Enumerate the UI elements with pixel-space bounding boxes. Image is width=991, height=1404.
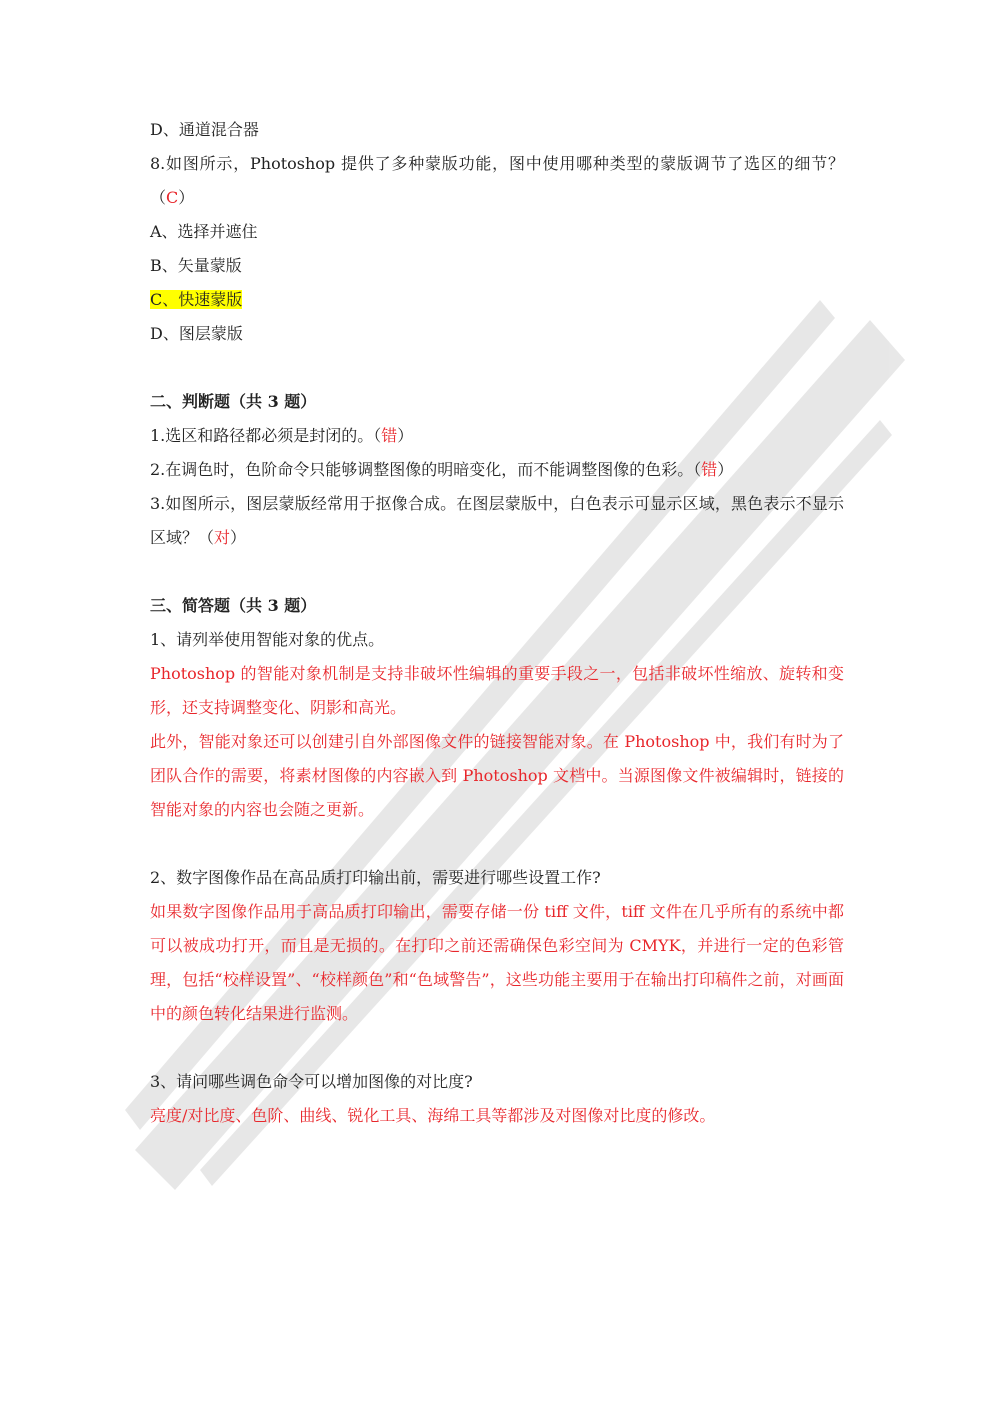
sa-q2-question: 2、数字图像作品在高品质打印输出前，需要进行哪些设置工作? [150,868,601,887]
tf-item-3-answer: 对 [214,528,231,547]
q8-option-b: B、矢量蒙版 [150,256,242,275]
q8-option-c [150,283,844,317]
sa-q1-question: 1、请列举使用智能对象的优点。 [150,630,385,649]
tf-item-2-answer: 错 [701,460,718,479]
tf-item-2-close: ） [717,460,734,479]
q8-question [150,147,844,215]
tf-item-3 [150,487,844,555]
tf-item-1-text: 1.选区和路径都必须是封闭的。（ [150,426,382,445]
tf-item-2 [150,453,844,487]
q8-option-d: D、图层蒙版 [150,324,243,343]
q8-text: 8.如图所示，Photoshop 提供了多种蒙版功能，图中使用哪种类型的蒙版调节了选区的细节？（ [150,154,844,207]
sa-q1-answer-p1: Photoshop 的智能对象机制是支持非破坏性编辑的重要手段之一，包括非破坏性缩放、旋转和变形，还支持调整变化、阴影和高光。 [150,664,844,717]
q8-answer: C [166,188,179,207]
sa-q1-answer-p2: 此外，智能对象还可以创建引自外部图像文件的链接智能对象。在 Photoshop 中，我们有时为了团队合作的需要，将素材图像的内容嵌入到 Photoshop 文档中。当源图像文件被编辑时，链接的智能对象的内容也会随之更新。 [150,732,844,819]
q8-close: ） [178,188,195,207]
sa-q3-answer: 亮度/对比度、色阶、曲线、锐化工具、海绵工具等都涉及对图像对比度的修改。 [150,1106,716,1125]
sa-q3-question: 3、请问哪些调色命令可以增加图像的对比度? [150,1072,473,1091]
tf-item-1-answer: 错 [381,426,398,445]
tf-item-1-close: ） [397,426,414,445]
section2-heading: 二、判断题（共 3 题） [150,392,317,411]
tf-item-2-text: 2.在调色时，色阶命令只能够调整图像的明暗变化，而不能调整图像的色彩。（ [150,460,702,479]
q8-option-a: A、选择并遮住 [150,222,258,241]
tf-item-3-text: 3.如图所示，图层蒙版经常用于抠像合成。在图层蒙版中，白色表示可显示区域，黑色表示不显示区域？（ [150,494,844,547]
document-body [150,113,844,1133]
q8-option-c-highlight: C、快速蒙版 [150,290,243,309]
tf-item-1 [150,419,844,453]
section3-heading: 三、简答题（共 3 题） [150,596,317,615]
tf-item-3-close: ） [230,528,247,547]
q7-option-d: D、通道混合器 [150,120,259,139]
sa-q2-answer: 如果数字图像作品用于高品质打印输出，需要存储一份 tiff 文件，tiff 文件在几乎所有的系统中都可以被成功打开，而且是无损的。在打印之前还需确保色彩空间为 CMYK，并进行一定的色彩管理，包括“校样设置”、“校样颜色”和“色域警告”，这些功能主要用于在输出打印稿件之前，对画面中的颜色转化结果进行监测。 [150,902,844,1023]
